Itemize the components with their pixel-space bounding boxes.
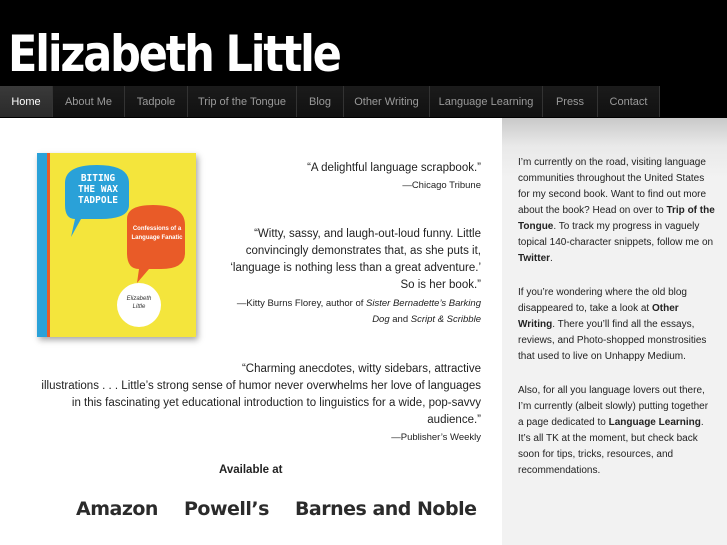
barnes-and-noble-link[interactable]: Barnes and Noble xyxy=(294,498,477,520)
other-writing-link[interactable]: Other Writing xyxy=(518,303,679,330)
available-at-heading: Available at xyxy=(219,464,283,476)
trip-of-the-tongue-link[interactable]: Trip of the Tongue xyxy=(518,205,715,232)
quote-chicago-tribune: “A delightful language scrapbook.” xyxy=(307,162,481,174)
main-nav xyxy=(0,86,660,117)
nav-home[interactable]: Home xyxy=(0,86,53,117)
nav-about-me[interactable]: About Me xyxy=(53,86,125,117)
nav-press[interactable]: Press xyxy=(543,86,598,117)
nav-blog[interactable]: Blog xyxy=(297,86,344,117)
site-title[interactable]: Elizabeth Little xyxy=(8,25,340,83)
language-learning-link[interactable]: Language Learning xyxy=(608,417,701,428)
book-title: BITING THE WAX TADPOLE xyxy=(77,173,119,206)
nav-trip-of-the-tongue[interactable]: Trip of the Tongue xyxy=(188,86,297,117)
nav-other-writing[interactable]: Other Writing xyxy=(344,86,430,117)
sidebar-paragraph: If you’re wondering where the old blog disappeared to, take a look at Other Writing. There you’ll find all the essays, reviews, and Photo-shopped monstrosities that used to live on Unhappy Medium. xyxy=(518,287,707,362)
book-author: Elizabeth Little xyxy=(126,296,152,310)
sidebar-paragraph: I’m currently on the road, visiting language communities throughout the United States for my second book. Want to find out more about the book? Head on over to Trip of the Tongue. To track my progress in vaguely topical 140-character snippets, follow me on Twitter. xyxy=(518,157,715,264)
amazon-link[interactable]: Amazon xyxy=(76,498,158,520)
sidebar xyxy=(502,118,727,545)
quote-attribution: —Publisher’s Weekly xyxy=(391,432,481,443)
book-cover-image[interactable] xyxy=(37,153,196,337)
sidebar-paragraph: Also, for all you language lovers out there, I’m currently (albeit slowly) putting together a page dedicated to Language Learning. It’s all TK at the moment, but check back soon for tips, tricks, resources, and recommendations. xyxy=(518,385,709,476)
quote-attribution: —Kitty Burns Florey, author of Sister Bernadette’s Barking Dog and Script & Scribble xyxy=(236,298,481,325)
twitter-link[interactable]: Twitter xyxy=(518,253,551,264)
quote-kitty-burns-florey: “Witty, sassy, and laugh-out-loud funny. Little convincingly demonstrates that, as she puts it, ‘language is nothing less than a great adventure.’ So is her book.” xyxy=(230,228,481,291)
nav-contact[interactable]: Contact xyxy=(598,86,660,117)
quote-publishers-weekly: “Charming anecdotes, witty sidebars, attractive illustrations . . . Little’s strong sense of humor never overwhelms her love of languages in this fascinating yet educational introduction to linguistics for a wide, pop-savvy audience.” xyxy=(41,363,481,426)
nav-language-learning[interactable]: Language Learning xyxy=(430,86,543,117)
book-subtitle: Confessions of a Language Fanatic xyxy=(131,226,183,241)
powells-link[interactable]: Powell’s xyxy=(183,498,269,520)
nav-tadpole[interactable]: Tadpole xyxy=(125,86,188,117)
quote-attribution: —Chicago Tribune xyxy=(402,180,481,191)
store-links xyxy=(76,498,476,520)
site-header xyxy=(0,0,727,118)
